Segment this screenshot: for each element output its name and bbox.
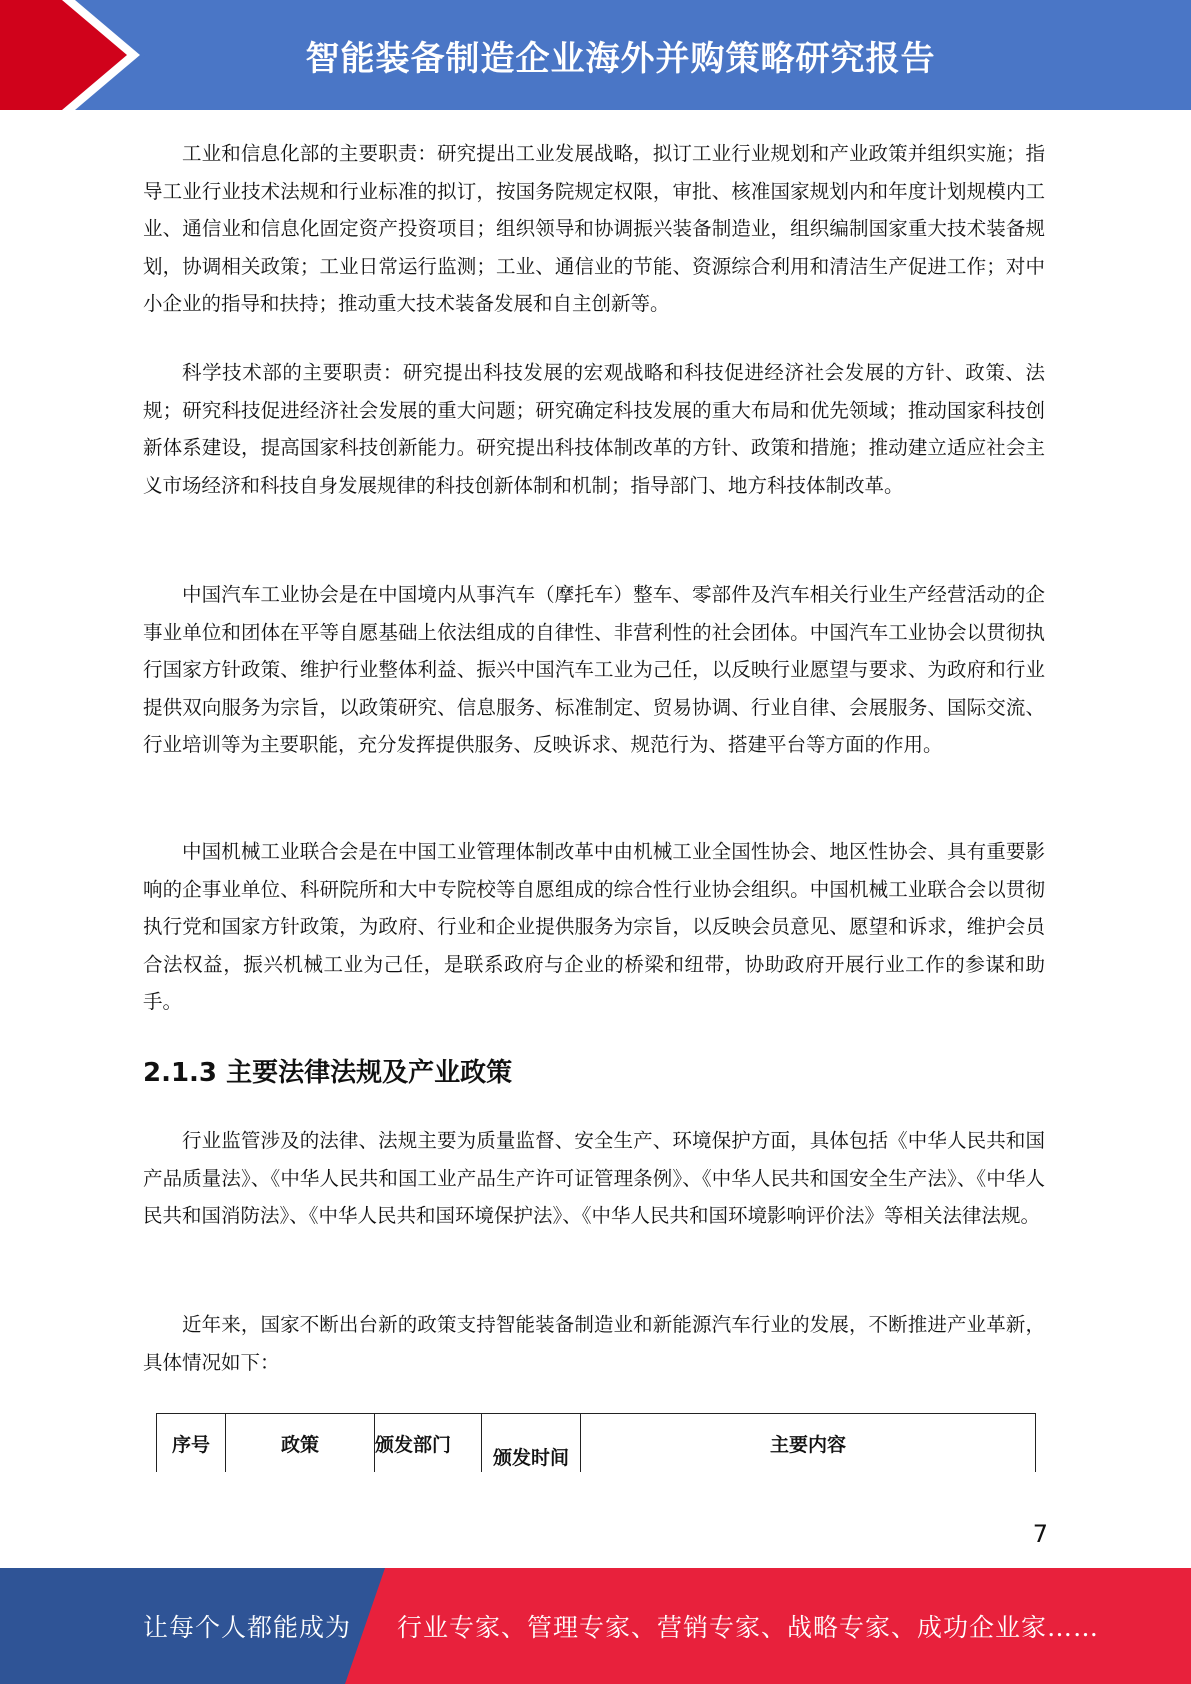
page-footer [0, 1568, 1191, 1684]
page-number: 7 [1032, 1520, 1048, 1548]
paragraph-laws: 行业监管涉及的法律、法规主要为质量监督、安全生产、环境保护方面，具体包括《中华人民共和国产品质量法》、《中华人民共和国工业产品生产许可证管理条例》、《中华人民共和国安全生产法》、《中华人民共和国消防法》、《中华人民共和国环境保护法》、《中华人民共和国环境影响评价法》等相关法律法规。 [143, 1129, 1045, 1227]
col-header-department: 颁发部门 [375, 1414, 482, 1473]
paragraph-caam: 中国汽车工业协会是在中国境内从事汽车（摩托车）整车、零部件及汽车相关行业生产经营活动的企事业单位和团体在平等自愿基础上依法组成的自律性、非营利性的社会团体。中国汽车工业协会以贯彻执行国家方针政策、维护行业整体利益、振兴中国汽车工业为己任，以反映行业愿望与要求、为政府和行业提供双向服务为宗旨，以政策研究、信息服务、标准制定、贸易协调、行业自律、会展服务、国际交流、行业培训等为主要职能，充分发挥提供服务、反映诉求、规范行为、搭建平台等方面的作用。 [143, 583, 1045, 756]
paragraph-cmif: 中国机械工业联合会是在中国工业管理体制改革中由机械工业全国性协会、地区性协会、具有重要影响的企事业单位、科研院所和大中专院校等自愿组成的综合性行业协会组织。中国机械工业联合会以贯彻执行党和国家方针政策，为政府、行业和企业提供服务为宗旨，以反映会员意见、愿望和诉求，维护会员合法权益，振兴机械工业为己任，是联系政府与企业的桥梁和纽带，协助政府开展行业工作的参谋和助手。 [143, 840, 1045, 1013]
header-arrow-icon [0, 0, 160, 110]
report-title: 智能装备制造企业海外并购策略研究报告 [305, 38, 936, 79]
table-header-row [157, 1414, 1036, 1473]
paragraph-policies: 近年来，国家不断出台新的政策支持智能装备制造业和新能源汽车行业的发展，不断推进产业革新，具体情况如下： [143, 1313, 1045, 1374]
col-header-policy: 政策 [226, 1414, 375, 1473]
footer-slogan-right: 行业专家、管理专家、营销专家、战略专家、成功企业家…… [397, 1613, 1100, 1642]
col-header-index: 序号 [157, 1414, 226, 1473]
page-header [0, 0, 1191, 110]
paragraph-most: 科学技术部的主要职责：研究提出科技发展的宏观战略和科技促进经济社会发展的方针、政策、法规；研究科技促进经济社会发展的重大问题；研究确定科技发展的重大布局和优先领域；推动国家科技创新体系建设，提高国家科技创新能力。研究提出科技体制改革的方针、政策和措施；推动建立适应社会主义市场经济和科技自身发展规律的科技创新体制和机制；指导部门、地方科技体制改革。 [143, 361, 1045, 497]
col-header-content: 主要内容 [581, 1414, 1036, 1473]
col-header-date: 颁发时间 [482, 1414, 581, 1473]
paragraph-miit: 工业和信息化部的主要职责：研究提出工业发展战略，拟订工业行业规划和产业政策并组织实施；指导工业行业技术法规和行业标准的拟订，按国务院规定权限，审批、核准国家规划内和年度计划规模内工业、通信业和信息化固定资产投资项目；组织领导和协调振兴装备制造业，组织编制国家重大技术装备规划，协调相关政策；工业日常运行监测；工业、通信业的节能、资源综合利用和清洁生产促进工作；对中小企业的指导和扶持；推动重大技术装备发展和自主创新等。 [143, 142, 1045, 315]
policy-table [156, 1413, 1036, 1472]
footer-slogan-left: 让每个人都能成为 [143, 1613, 352, 1642]
section-heading: 2.1.3 主要法律法规及产业政策 [143, 1058, 513, 1088]
